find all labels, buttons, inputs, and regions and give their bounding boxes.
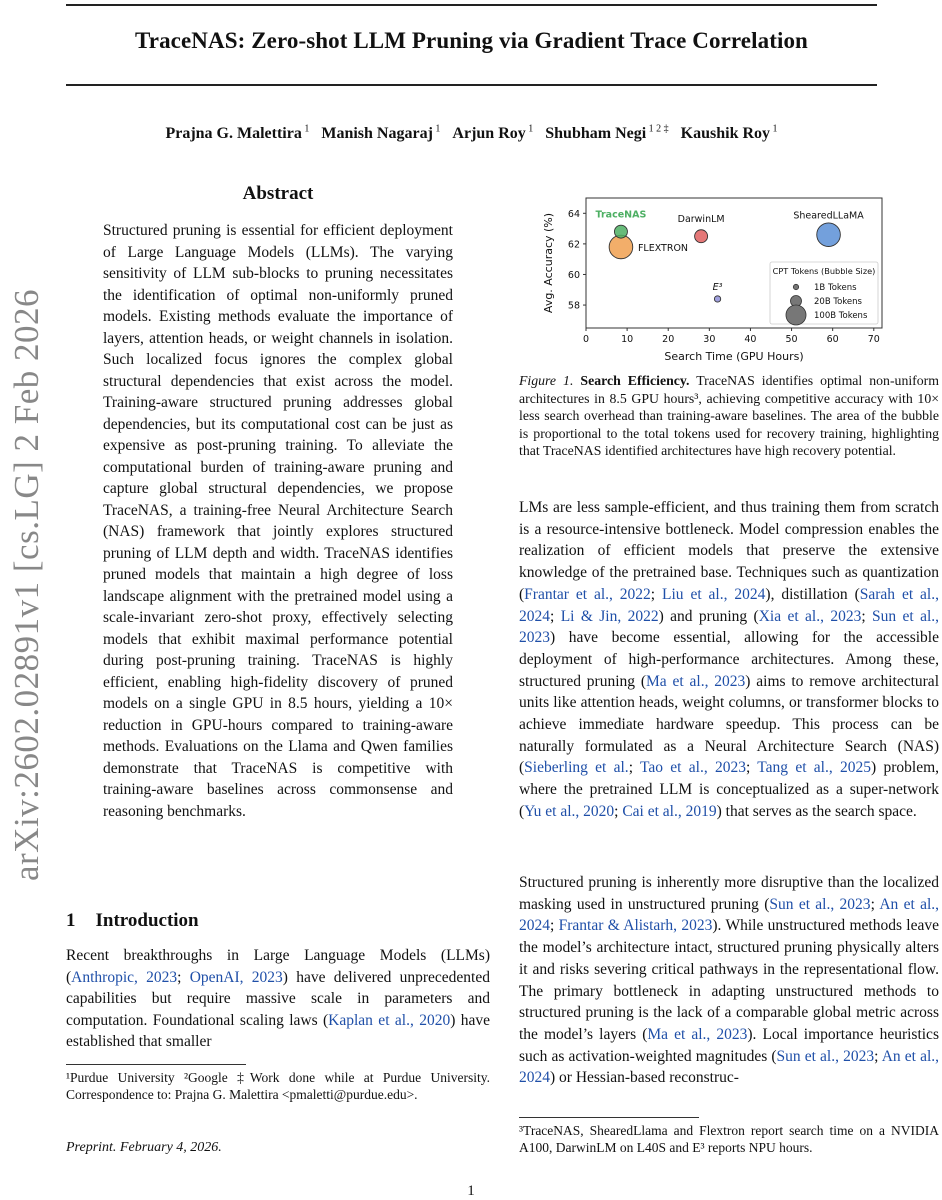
text-run: ). Local importance heuristics such as activation-weighted magnitudes (: [519, 1025, 939, 1065]
page-number: 1: [467, 1183, 475, 1199]
abstract-text: Structured pruning is essential for efficient deployment of Large Language Models (LLMs). The varying sensitivity of LLM sub-blocks to pruning necessitates the identification of optimal non-uniformly pruned models. Existing methods evaluate the importance of layers, attention heads, or weight channels in isolation. Such localized focus ignores the complex global structural dependencies that exist across the model. Training-aware structured pruning addresses global dependencies, but its computational cost can be just as expensive as post-pruning training. To alleviate the computational burden of training-aware pruning and capture global structural dependencies, we propose TraceNAS, a training-free Neural Architecture Search (NAS) framework that jointly explores structured pruning of LLM depth and width. TraceNAS identifies pruned models that maintain a high degree of loss landscape alignment with the pretrained model using a scale-invariant zero-shot proxy, effectively selecting models that exhibit maximal performance potential during post-pruning training. TraceNAS is highly efficient, enabling high-fidelity discovery of pruned models on a single GPU in 8.5 hours, yielding a 10× reduction in GPU-hours compared to training-aware methods. Evaluations on the Llama and Qwen families demonstrate that TraceNAS is competitive with training-aware baselines across commonsense and reasoning benchmarks.: [103, 222, 453, 820]
abstract-heading: Abstract: [242, 183, 314, 204]
citation-link[interactable]: OpenAI, 2023: [189, 968, 283, 986]
preprint-note: Preprint. February 4, 2026.: [66, 1140, 222, 1155]
footnote-rule-right: [519, 1117, 699, 1118]
citation-link[interactable]: Ma et al., 2023: [646, 672, 746, 690]
citation-link[interactable]: Xia et al., 2023: [758, 607, 862, 625]
y-tick-label: 58: [567, 300, 580, 312]
bubble-darwinlm: [695, 230, 708, 243]
affiliation-footnote: ¹Purdue University ²Google ‡Work done while at Purdue University. Correspondence to: Prajna G. Malettira <pmaletti@purdue.edu>.: [66, 1070, 490, 1102]
text-run: ) or Hessian-based reconstruc-: [550, 1069, 739, 1087]
y-tick-label: 64: [567, 208, 580, 220]
title-bottom-rule: [66, 84, 877, 86]
text-run: ;: [550, 917, 559, 935]
bubble-label: E³: [712, 281, 723, 293]
text-run: ) problem, where the pretrained LLM is conceptualized as a super-network (: [519, 759, 940, 820]
citation-link[interactable]: Ma et al., 2023: [647, 1025, 748, 1043]
figure-caption: [519, 372, 939, 460]
text-run: ) have become essential, allowing for the accessible deployment of high-performance architectures. Among these, structured pruning (: [519, 629, 939, 690]
legend-entry-label: 1B Tokens: [814, 283, 857, 293]
bubble-label: TraceNAS: [595, 209, 647, 221]
y-tick-label: 60: [567, 269, 580, 281]
y-tick-label: 62: [567, 239, 580, 251]
x-tick-label: 70: [867, 334, 880, 345]
search-time-footnote: ³TraceNAS, ShearedLlama and Flextron report search time on a NVIDIA A100, DarwinLM on L40S and E³ reports NPU hours.: [519, 1123, 939, 1155]
footnote-rule: [66, 1064, 246, 1065]
text-run: ;: [870, 895, 880, 913]
text-run: ;: [874, 1047, 882, 1065]
bubble-tracenas: [614, 225, 627, 238]
title-top-rule: [66, 4, 877, 6]
text-run: ) and pruning (: [658, 607, 759, 625]
text-run: ), distillation (: [765, 585, 860, 603]
bubble-label: FLEXTRON: [637, 242, 689, 254]
x-tick-label: 30: [703, 334, 716, 345]
author-affiliation: 1: [301, 124, 310, 135]
x-tick-label: 40: [744, 334, 757, 345]
text-run: LMs are less sample-efficient, and thus training them from scratch is a resource-intensive bottleneck. Model compression enables the realization of efficient models that preserve the extensive knowledge of the pretrained base. Techniques such as quantization (: [519, 499, 939, 603]
legend-marker: [786, 305, 806, 325]
text-run: ;: [177, 968, 190, 986]
figure-caption-title: Search Efficiency.: [580, 373, 690, 388]
citation-link[interactable]: Frantar & Alistarh, 2023: [558, 917, 713, 935]
text-run: ) have delivered unprecedented capabilities but require massive scale in parameters and computation. Foundational scaling laws (: [66, 968, 490, 1029]
author-name: Shubham Negi $^{1 2 \ddagger}$: [545, 124, 669, 143]
citation-link[interactable]: Sieberling et al.: [524, 759, 629, 777]
legend-marker: [793, 284, 798, 289]
author-affiliation: 1: [432, 124, 441, 135]
legend-entry-label: 20B Tokens: [814, 297, 862, 307]
text-run: ) aims to remove architectural units like attention heads, weight columns, or transformer blocks to achieve immediate hardware speedup. This process can be naturally formulated as a Neural Architecture Search (NAS) (: [519, 672, 939, 777]
citation-link[interactable]: Kaplan et al., 2020: [328, 1011, 451, 1029]
text-run: ) that serves as the search space.: [716, 802, 917, 820]
citation-link[interactable]: Liu et al., 2024: [662, 585, 766, 603]
search-efficiency-chart: [538, 190, 908, 370]
citation-link[interactable]: Sun et al., 2023: [776, 1047, 875, 1065]
bubble-e: [714, 296, 720, 302]
bubble-flextron: [609, 235, 633, 259]
bubble-shearedllama: [817, 223, 841, 247]
text-run: ). While unstructured methods leave the model’s architecture intact, structured pruning physically alters it and risks severing critical pathways in the representational flow. The primary bottleneck in adapting unstructured methods to structured pruning is the lack of a comparable global metric across the model’s layers (: [519, 917, 940, 1043]
paper-title: TraceNAS: Zero-shot LLM Pruning via Gradient Trace Correlation: [135, 28, 808, 53]
arxiv-stamp-container: [2, 280, 52, 890]
text-run: ;: [650, 585, 663, 603]
author-affiliation: 1 2 ‡: [646, 124, 669, 135]
x-tick-label: 20: [662, 334, 675, 345]
right-paragraph-2: [519, 872, 939, 1089]
text-run: ;: [861, 607, 873, 625]
text-run: ;: [614, 802, 623, 820]
bubble-label: DarwinLM: [677, 214, 725, 226]
legend-title: CPT Tokens (Bubble Size): [772, 266, 876, 276]
text-run: Structured pruning is inherently more disruptive than the localized masking used in unstructured pruning (: [519, 874, 939, 913]
author-name: Prajna G. Malettira $^1$: [165, 124, 310, 143]
text-run: ) have established that smaller: [66, 1011, 491, 1050]
figure-caption-text: TraceNAS identifies optimal non-uniform architectures in 8.5 GPU hours³, achieving competitive accuracy with 10× less search overhead than training-aware baselines. The area of the bubble is proportional to the total tokens used for recovery training, highlighting that TraceNAS identified architectures have high recovery potential.: [519, 373, 939, 458]
chart-legend: [770, 262, 878, 325]
x-tick-label: 60: [826, 334, 839, 345]
citation-link[interactable]: Sarah et al., 2024: [519, 585, 939, 625]
citation-link[interactable]: An et al., 2024: [519, 1047, 940, 1087]
citation-link[interactable]: Sun et al., 2023: [519, 607, 940, 647]
section-title: Introduction: [95, 910, 199, 931]
citation-link[interactable]: Cai et al., 2019: [622, 802, 717, 820]
citation-link[interactable]: Frantar et al., 2022: [524, 585, 651, 603]
citation-link[interactable]: Tao et al., 2023: [640, 759, 746, 777]
author-affiliation: 1: [770, 124, 778, 135]
intro-paragraph: [66, 945, 490, 1053]
author-name: Kaushik Roy $^1$: [680, 124, 778, 143]
arxiv-stamp: arXiv:2602.02891v1 [cs.LG] 2 Feb 2026: [7, 288, 46, 882]
citation-link[interactable]: Yu et al., 2020: [524, 802, 615, 820]
figure-label: Figure 1.: [519, 373, 574, 388]
citation-link[interactable]: Sun et al., 2023: [769, 895, 871, 913]
author-affiliation: 1: [525, 124, 534, 135]
right-paragraph-1: [519, 497, 939, 823]
section-number: 1: [66, 910, 76, 931]
x-tick-label: 50: [785, 334, 798, 345]
text-run: ;: [628, 759, 640, 777]
y-axis-label: Avg. Accuracy (%): [542, 212, 555, 314]
section-heading: [66, 910, 199, 932]
citation-link[interactable]: Tang et al., 2025: [757, 759, 872, 777]
author-list: [66, 124, 877, 143]
author-name: Manish Nagaraj $^1$: [321, 124, 441, 143]
bubble-label: ShearedLLaMA: [793, 210, 864, 222]
citation-link[interactable]: An et al., 2024: [519, 895, 940, 935]
legend-entry-label: 100B Tokens: [814, 311, 868, 321]
citation-link[interactable]: Li & Jin, 2022: [560, 607, 659, 625]
x-tick-label: 10: [621, 334, 634, 345]
author-name: Arjun Roy $^1$: [452, 124, 534, 143]
text-run: ;: [745, 759, 758, 777]
citation-link[interactable]: Anthropic, 2023: [71, 968, 178, 986]
x-tick-label: 0: [582, 334, 590, 345]
x-axis-label: Search Time (GPU Hours): [664, 350, 804, 363]
text-run: ;: [550, 607, 561, 625]
text-run: Recent breakthroughs in Large Language Models (LLMs) (: [66, 947, 490, 986]
